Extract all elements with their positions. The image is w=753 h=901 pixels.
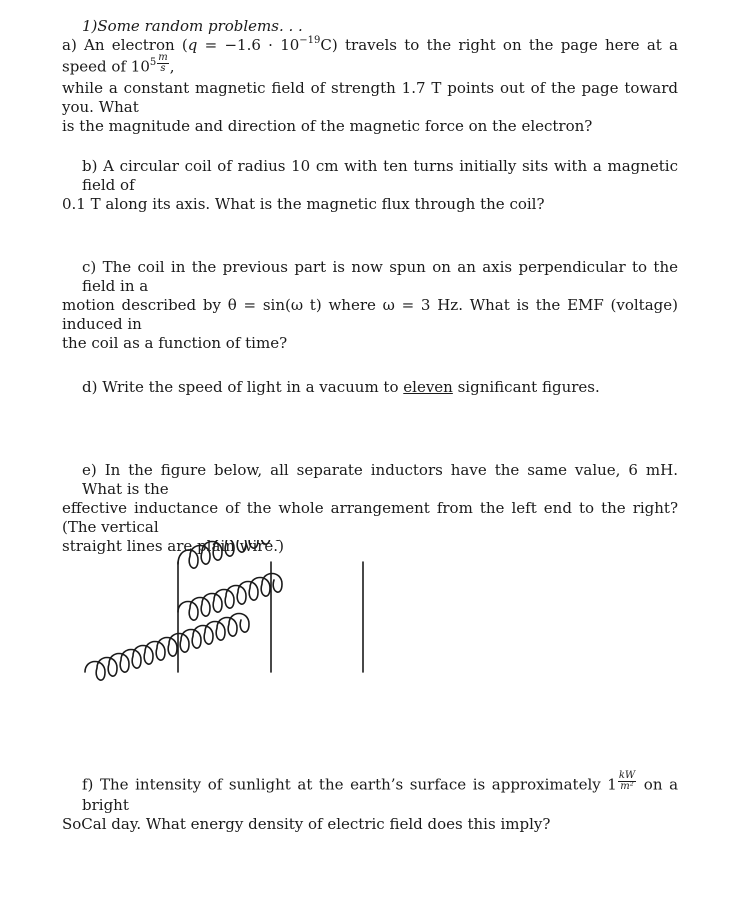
problem-f [62,770,679,834]
problem-f-line2: SoCal day. What energy density of electric field does this imply? [62,815,551,833]
problem-a-line3: is the magnitude and direction of the magnetic force on the electron? [62,116,593,135]
problem-f-text: f) The intensity of sunlight at the earth’s surface is approximately 1 [82,775,617,794]
inductor-circuit-figure [75,540,475,690]
problem-c-line2: motion described by θ = sin(ω t) where ω = 3 Hz. What is the EMF (voltage) induced in [62,296,678,333]
problem-b [62,157,678,214]
charge-exponent: −19 [299,35,321,46]
charge-symbol: q [187,36,198,54]
problem-heading [62,17,678,36]
problem-c [62,258,678,353]
problem-b-line2: 0.1 T along its axis. What is the magnetic flux through the coil? [62,195,545,213]
problem-c-line3: the coil as a function of time? [62,334,288,352]
problem-a [62,36,678,136]
problem-a-line2: while a constant magnetic field of strength 1.7 T points out of the page toward you. What [62,78,678,116]
speed-text: C) travels to the right on the page here at a speed of 10 [62,36,679,76]
speed-unit [157,53,168,74]
problem-a-text: a) An electron ( [62,36,188,54]
problem-d-text: d) Write the speed of light in a vacuum to [82,378,404,396]
problem-a-comma: , [169,57,175,76]
problem-e-line3: straight lines are plain wire.) [62,537,284,555]
intensity-unit-den: m² [620,781,634,792]
speed-unit-num: m [158,52,168,63]
intensity-unit [618,771,636,792]
inductor-top-row [178,540,318,568]
problem-e-line1: e) In the figure below, all separate inductors have the same value, 6 mH. What is the [82,461,678,498]
heading-text: 1)Some random problems. . . [82,17,303,35]
speed-unit-den: s [160,63,166,74]
charge-value: = −1.6 · 10 [197,36,300,54]
problem-e-line2: effective inductance of the whole arrangement from the left end to the right? (The vertical [62,499,678,536]
speed-exponent: 5 [149,56,157,68]
problem-b-line1: b) A circular coil of radius 10 cm with ten turns initially sits with a magnetic field of [82,157,678,194]
problem-c-line1: c) The coil in the previous part is now spun on an axis perpendicular to the field in a [82,258,678,295]
problem-f-text-end: on a bright [82,775,679,814]
problem-d [62,378,678,397]
inductor-bottom-row [85,614,249,681]
inductor-middle-row [178,574,282,621]
problem-d-underlined: eleven [403,378,453,396]
problem-d-text-end: significant figures. [452,378,600,396]
intensity-unit-num: kW [618,770,636,781]
